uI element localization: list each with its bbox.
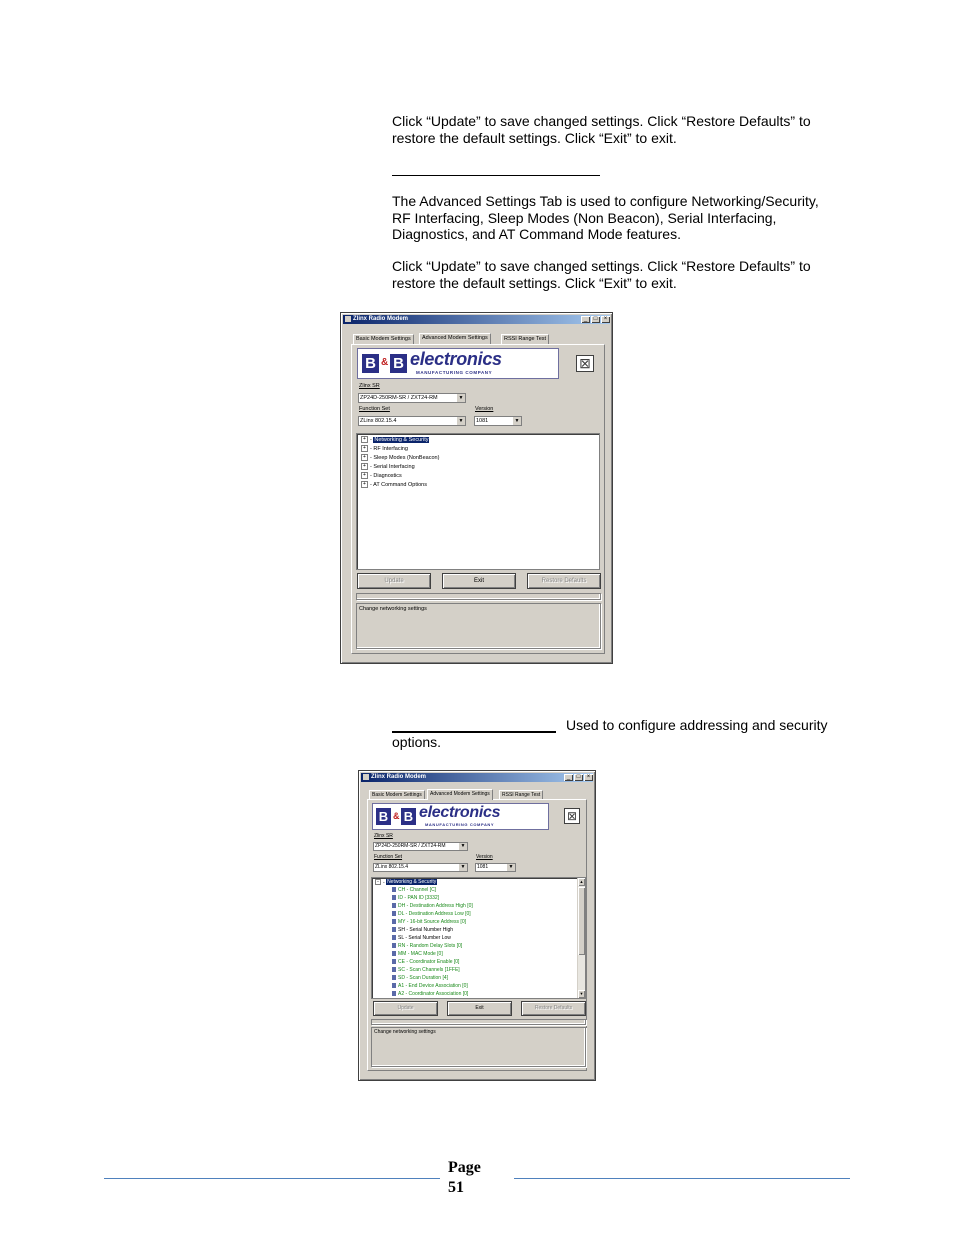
settings-tree[interactable]: [371, 877, 586, 999]
version-value: 1081: [476, 418, 489, 424]
expand-icon[interactable]: +: [361, 463, 368, 470]
model-select-value: ZP24D-250RM-SR / ZXT24-RM: [375, 843, 446, 849]
paragraph-update-instructions-1: Click “Update” to save changed settings. Click “Restore Defaults” to restore the default settings. Click “Exit” to exit.: [392, 113, 811, 146]
zlinx-window-2: [358, 770, 596, 1081]
tree-item-pan-id[interactable]: ID - PAN ID [3332]: [392, 895, 439, 901]
app-icon: [363, 774, 369, 780]
version-select[interactable]: [475, 863, 516, 872]
tree-item-coordinator-association[interactable]: A2 - Coordinator Association [0]: [392, 991, 468, 997]
tree-item-serial-high[interactable]: SH - Serial Number High: [392, 927, 453, 933]
paragraph-advanced-settings: The Advanced Settings Tab is used to configure Networking/Security, RF Interfacing, Sleep Modes (Non Beacon), Serial Interfacing, Diagnostics, and AT Command Mode features.: [392, 193, 819, 242]
settings-tree[interactable]: [356, 433, 600, 570]
close-icon[interactable]: ×: [601, 316, 610, 323]
chevron-down-icon[interactable]: ▼: [458, 843, 467, 850]
setting-icon: [392, 991, 396, 996]
setting-icon: [392, 943, 396, 948]
status-text: Change networking settings: [359, 606, 427, 612]
version-value: 1081: [477, 864, 489, 870]
tree-item-random-delay[interactable]: RN - Random Delay Slots [0]: [392, 943, 462, 949]
tree-item-source-address[interactable]: MY - 16-bit Source Address [0]: [392, 919, 466, 925]
footer-rule-left: [104, 1178, 440, 1179]
expand-icon[interactable]: +: [361, 454, 368, 461]
tree-item-end-device-association[interactable]: A1 - End Device Association [0]: [392, 983, 468, 989]
setting-icon: [392, 975, 396, 980]
window-title: Zlinx Radio Modem: [353, 316, 409, 322]
tree-item-diagnostics[interactable]: + - Diagnostics: [361, 472, 402, 479]
window-title: Zlinx Radio Modem: [371, 774, 427, 780]
tree-item-rf-interfacing[interactable]: + - RF Interfacing: [361, 445, 408, 452]
status-panel: [371, 1027, 586, 1067]
bb-electronics-logo: B & B electronics MANUFACTURING COMPANY: [357, 348, 559, 379]
expand-icon[interactable]: +: [361, 481, 368, 488]
tab-rssi-range-test[interactable]: RSSI Range Test: [501, 334, 549, 344]
tree-item-mac-mode[interactable]: MM - MAC Mode [0]: [392, 951, 443, 957]
status-panel: [356, 603, 601, 649]
model-select[interactable]: [358, 393, 466, 403]
function-set-label: Function Set: [359, 406, 390, 412]
chevron-down-icon[interactable]: ▼: [512, 417, 521, 425]
setting-icon: [392, 983, 396, 988]
expand-icon[interactable]: +: [361, 472, 368, 479]
bb-electronics-logo: B & B electronics MANUFACTURING COMPANY: [372, 803, 549, 830]
tab-advanced-modem-settings[interactable]: Advanced Modem Settings: [419, 333, 491, 344]
function-set-label: Function Set: [374, 854, 403, 860]
scroll-thumb[interactable]: [578, 887, 585, 955]
tree-item-coordinator-enable[interactable]: CE - Coordinator Enable [0]: [392, 959, 459, 965]
model-select[interactable]: [373, 842, 468, 851]
progress-bar: [356, 593, 601, 600]
tree-scrollbar[interactable]: [577, 878, 585, 998]
function-set-value: ZLinx 802.15.4: [375, 864, 409, 870]
maximize-icon[interactable]: □: [591, 316, 600, 323]
setting-icon: [392, 895, 396, 900]
tree-item-destination-low[interactable]: DL - Destination Address Low [0]: [392, 911, 471, 917]
setting-icon: [392, 935, 396, 940]
version-label: Version: [476, 854, 493, 860]
logo-subtitle: MANUFACTURING COMPANY: [416, 370, 493, 375]
model-label: Zlinx SR: [374, 833, 393, 839]
restore-defaults-button[interactable]: Restore Defaults: [527, 573, 601, 589]
setting-icon: [392, 919, 396, 924]
footer-rule-right: [514, 1178, 850, 1179]
tree-item-scan-duration[interactable]: SD - Scan Duration [4]: [392, 975, 448, 981]
tree-item-sleep-modes[interactable]: + - Sleep Modes (NonBeacon): [361, 454, 439, 461]
collapse-icon[interactable]: −: [376, 879, 380, 884]
exit-button[interactable]: Exit: [447, 1001, 512, 1016]
update-button[interactable]: Update: [357, 573, 431, 589]
version-select[interactable]: [474, 416, 522, 426]
tree-item-channel[interactable]: CH - Channel [C]: [392, 887, 436, 893]
app-icon: [345, 316, 351, 322]
expand-icon[interactable]: +: [361, 436, 368, 443]
model-label: Zlinx SR: [359, 383, 380, 389]
setting-icon: [392, 903, 396, 908]
tree-item-serial-interfacing[interactable]: + - Serial Interfacing: [361, 463, 415, 470]
paragraph-update-instructions-2: Click “Update” to save changed settings. Click “Restore Defaults” to restore the default settings. Click “Exit” to exit.: [392, 258, 811, 291]
title-bar: [343, 315, 610, 324]
chevron-down-icon[interactable]: ▼: [458, 864, 467, 871]
tree-item-scan-channels[interactable]: SC - Scan Channels [1FFE]: [392, 967, 460, 973]
chevron-down-icon[interactable]: ▼: [456, 417, 465, 425]
tab-advanced-modem-settings[interactable]: Advanced Modem Settings: [427, 789, 493, 800]
expand-icon[interactable]: +: [361, 445, 368, 452]
tab-rssi-range-test[interactable]: RSSI Range Test: [499, 790, 543, 800]
disconnected-icon: ⊠: [576, 355, 594, 372]
title-bar: [361, 773, 593, 782]
page-label-text: Page: [448, 1159, 481, 1176]
tree-item-networking-security[interactable]: + - Networking & Security: [361, 436, 429, 443]
chevron-down-icon[interactable]: ▼: [506, 864, 515, 871]
logo-text: electronics: [419, 804, 501, 821]
restore-defaults-button[interactable]: Restore Defaults: [521, 1001, 586, 1016]
scroll-down-icon[interactable]: ▼: [579, 991, 584, 996]
scroll-up-icon[interactable]: ▲: [579, 879, 584, 884]
function-set-select[interactable]: [373, 863, 468, 872]
version-label: Version: [475, 406, 494, 412]
setting-icon: [392, 927, 396, 932]
function-set-value: ZLinx 802.15.4: [360, 418, 397, 424]
maximize-icon[interactable]: □: [574, 774, 583, 781]
disconnected-icon: ⊠: [564, 808, 580, 824]
page-number: [448, 1158, 481, 1198]
setting-icon: [392, 911, 396, 916]
zlinx-window-1: [340, 312, 613, 664]
minimize-icon[interactable]: _: [581, 316, 590, 323]
minimize-icon[interactable]: _: [564, 774, 573, 781]
tree-item-at-command-options[interactable]: + - AT Command Options: [361, 481, 427, 488]
chevron-down-icon[interactable]: ▼: [456, 394, 465, 402]
exit-button[interactable]: Exit: [442, 573, 516, 589]
logo-subtitle: MANUFACTURING COMPANY: [425, 822, 495, 827]
setting-icon: [392, 959, 396, 964]
tree-item-destination-high[interactable]: DH - Destination Address High [0]: [392, 903, 473, 909]
tab-basic-modem-settings[interactable]: Basic Modem Settings: [353, 334, 414, 344]
setting-icon: [392, 967, 396, 972]
tree-item-networking-security[interactable]: − - Networking & Security: [376, 879, 437, 886]
model-select-value: ZP24D-250RM-SR / ZXT24-RM: [360, 395, 438, 401]
page-number-value: 51: [448, 1179, 464, 1196]
status-text: Change networking settings: [374, 1029, 436, 1035]
tree-item-serial-low[interactable]: SL - Serial Number Low: [392, 935, 451, 941]
logo-text: electronics: [410, 349, 502, 369]
function-set-select[interactable]: [358, 416, 466, 426]
heading-underline-1: [392, 175, 600, 176]
setting-icon: [392, 951, 396, 956]
update-button[interactable]: Update: [373, 1001, 438, 1016]
paragraph-networking-security: Used to configure addressing and security options.: [392, 717, 828, 750]
close-icon[interactable]: ×: [584, 774, 593, 781]
progress-bar: [371, 1019, 586, 1025]
setting-icon: [392, 887, 396, 892]
tab-basic-modem-settings[interactable]: Basic Modem Settings: [369, 790, 425, 800]
